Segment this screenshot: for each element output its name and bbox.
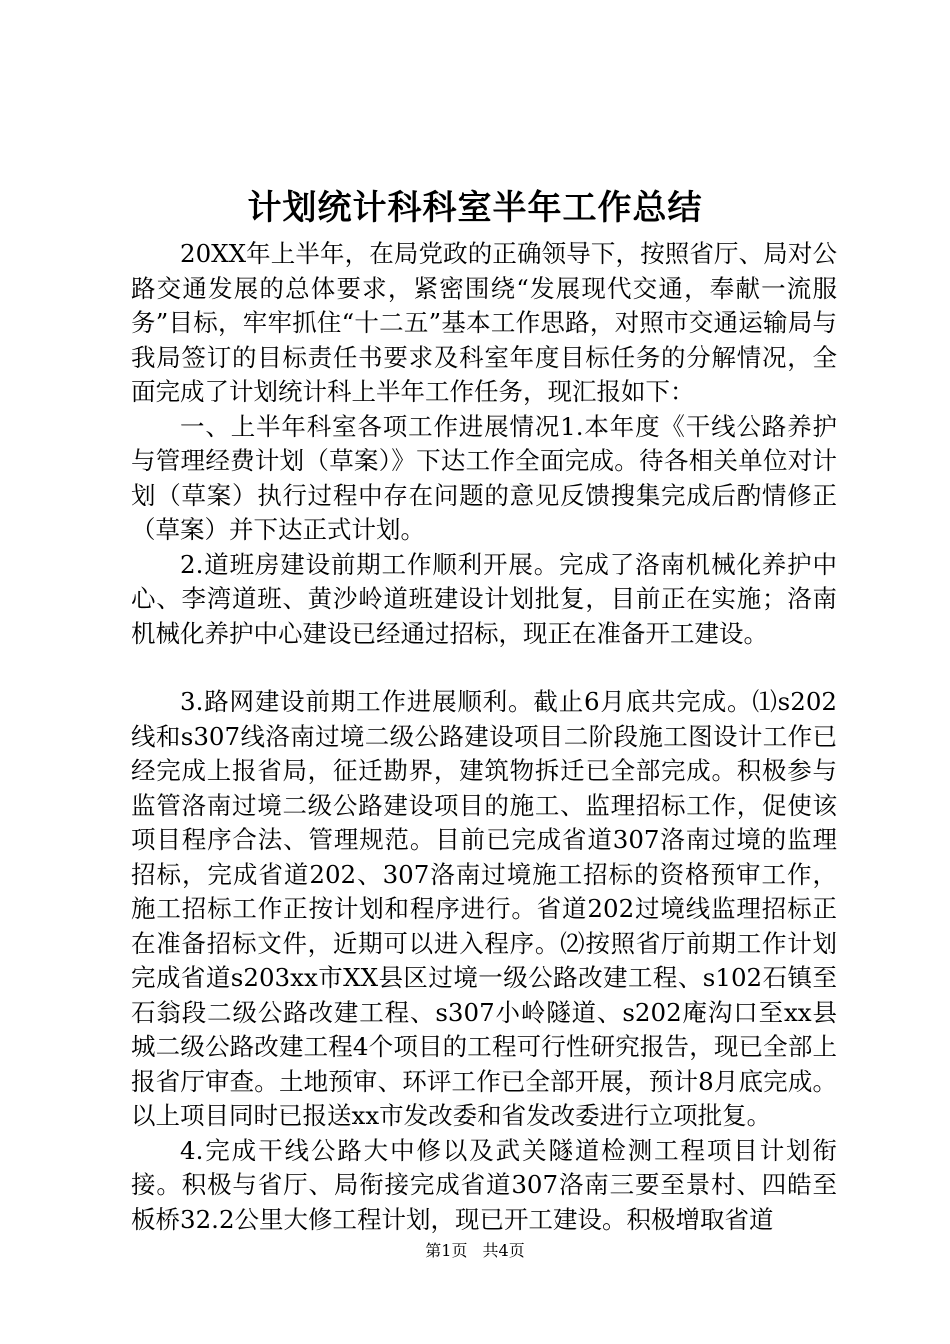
page-number: 第1页 [425,1241,468,1260]
paragraph-intro: 20XX年上半年，在局党政的正确领导下，按照省厅、局对公路交通发展的总体要求，紧密围绕“发展现代交通，奉献一流服务”目标，牢牢抓住“十二五”基本工作思路，对照市交通运输局与我局签订的目标责任书要求及科室年度目标任务的分解情况，全面完成了计划统计科上半年工作任务，现汇报如下： [131,239,837,406]
paragraph-item-2: 2.道班房建设前期工作顺利开展。完成了洛南机械化养护中心、李湾道班、黄沙岭道班建设计划批复，目前正在实施；洛南机械化养护中心建设已经通过招标，现正在准备开工建设。 [131,549,837,648]
paragraph-spacer [131,651,837,685]
paragraph-item-4: 4.完成干线公路大中修以及武关隧道检测工程项目计划衔接。积极与省厅、局衔接完成省道307洛南三要至景村、四皓至板桥32.2公里大修工程计划，现已开工建设。积极增取省道 [131,1135,837,1234]
document-title: 计划统计科科室半年工作总结 [247,188,703,228]
document-body [131,237,837,1237]
paragraph-section-1: 一、上半年科室各项工作进展情况1.本年度《干线公路养护与管理经费计划（草案）》下达工作全面完成。待各相关单位对计划（草案）执行过程中存在问题的意见反馈搜集完成后酌情修正（草案）并下达正式计划。 [131,411,837,544]
page-total: 共4页 [482,1241,525,1260]
page-footer [0,1240,950,1262]
paragraph-item-3: 3.路网建设前期工作进展顺利。截止6月底共完成。⑴s202线和s307线洛南过境二级公路建设项目二阶段施工图设计工作已经完成上报省局，征迁勘界，建筑物拆迁已全部完成。积极参与监管洛南过境二级公路建设项目的施工、监理招标工作，促使该项目程序合法、管理规范。目前已完成省道307洛南过境的监理招标，完成省道202、307洛南过境施工招标的资格预审工作，施工招标工作正按计划和程序进行。省道202过境线监理招标正在准备招标文件，近期可以进入程序。⑵按照省厅前期工作计划完成省道s203xx市XX县区过境一级公路改建工程、s102石镇至石翁段二级公路改建工程、s307小岭隧道、s202庵沟口至xx县城二级公路改建工程4个项目的工程可行性研究报告，现已全部上报省厅审查。土地预审、环评工作已全部开展，预计8月底完成。以上项目同时已报送xx市发改委和省发改委进行立项批复。 [131,687,837,1130]
